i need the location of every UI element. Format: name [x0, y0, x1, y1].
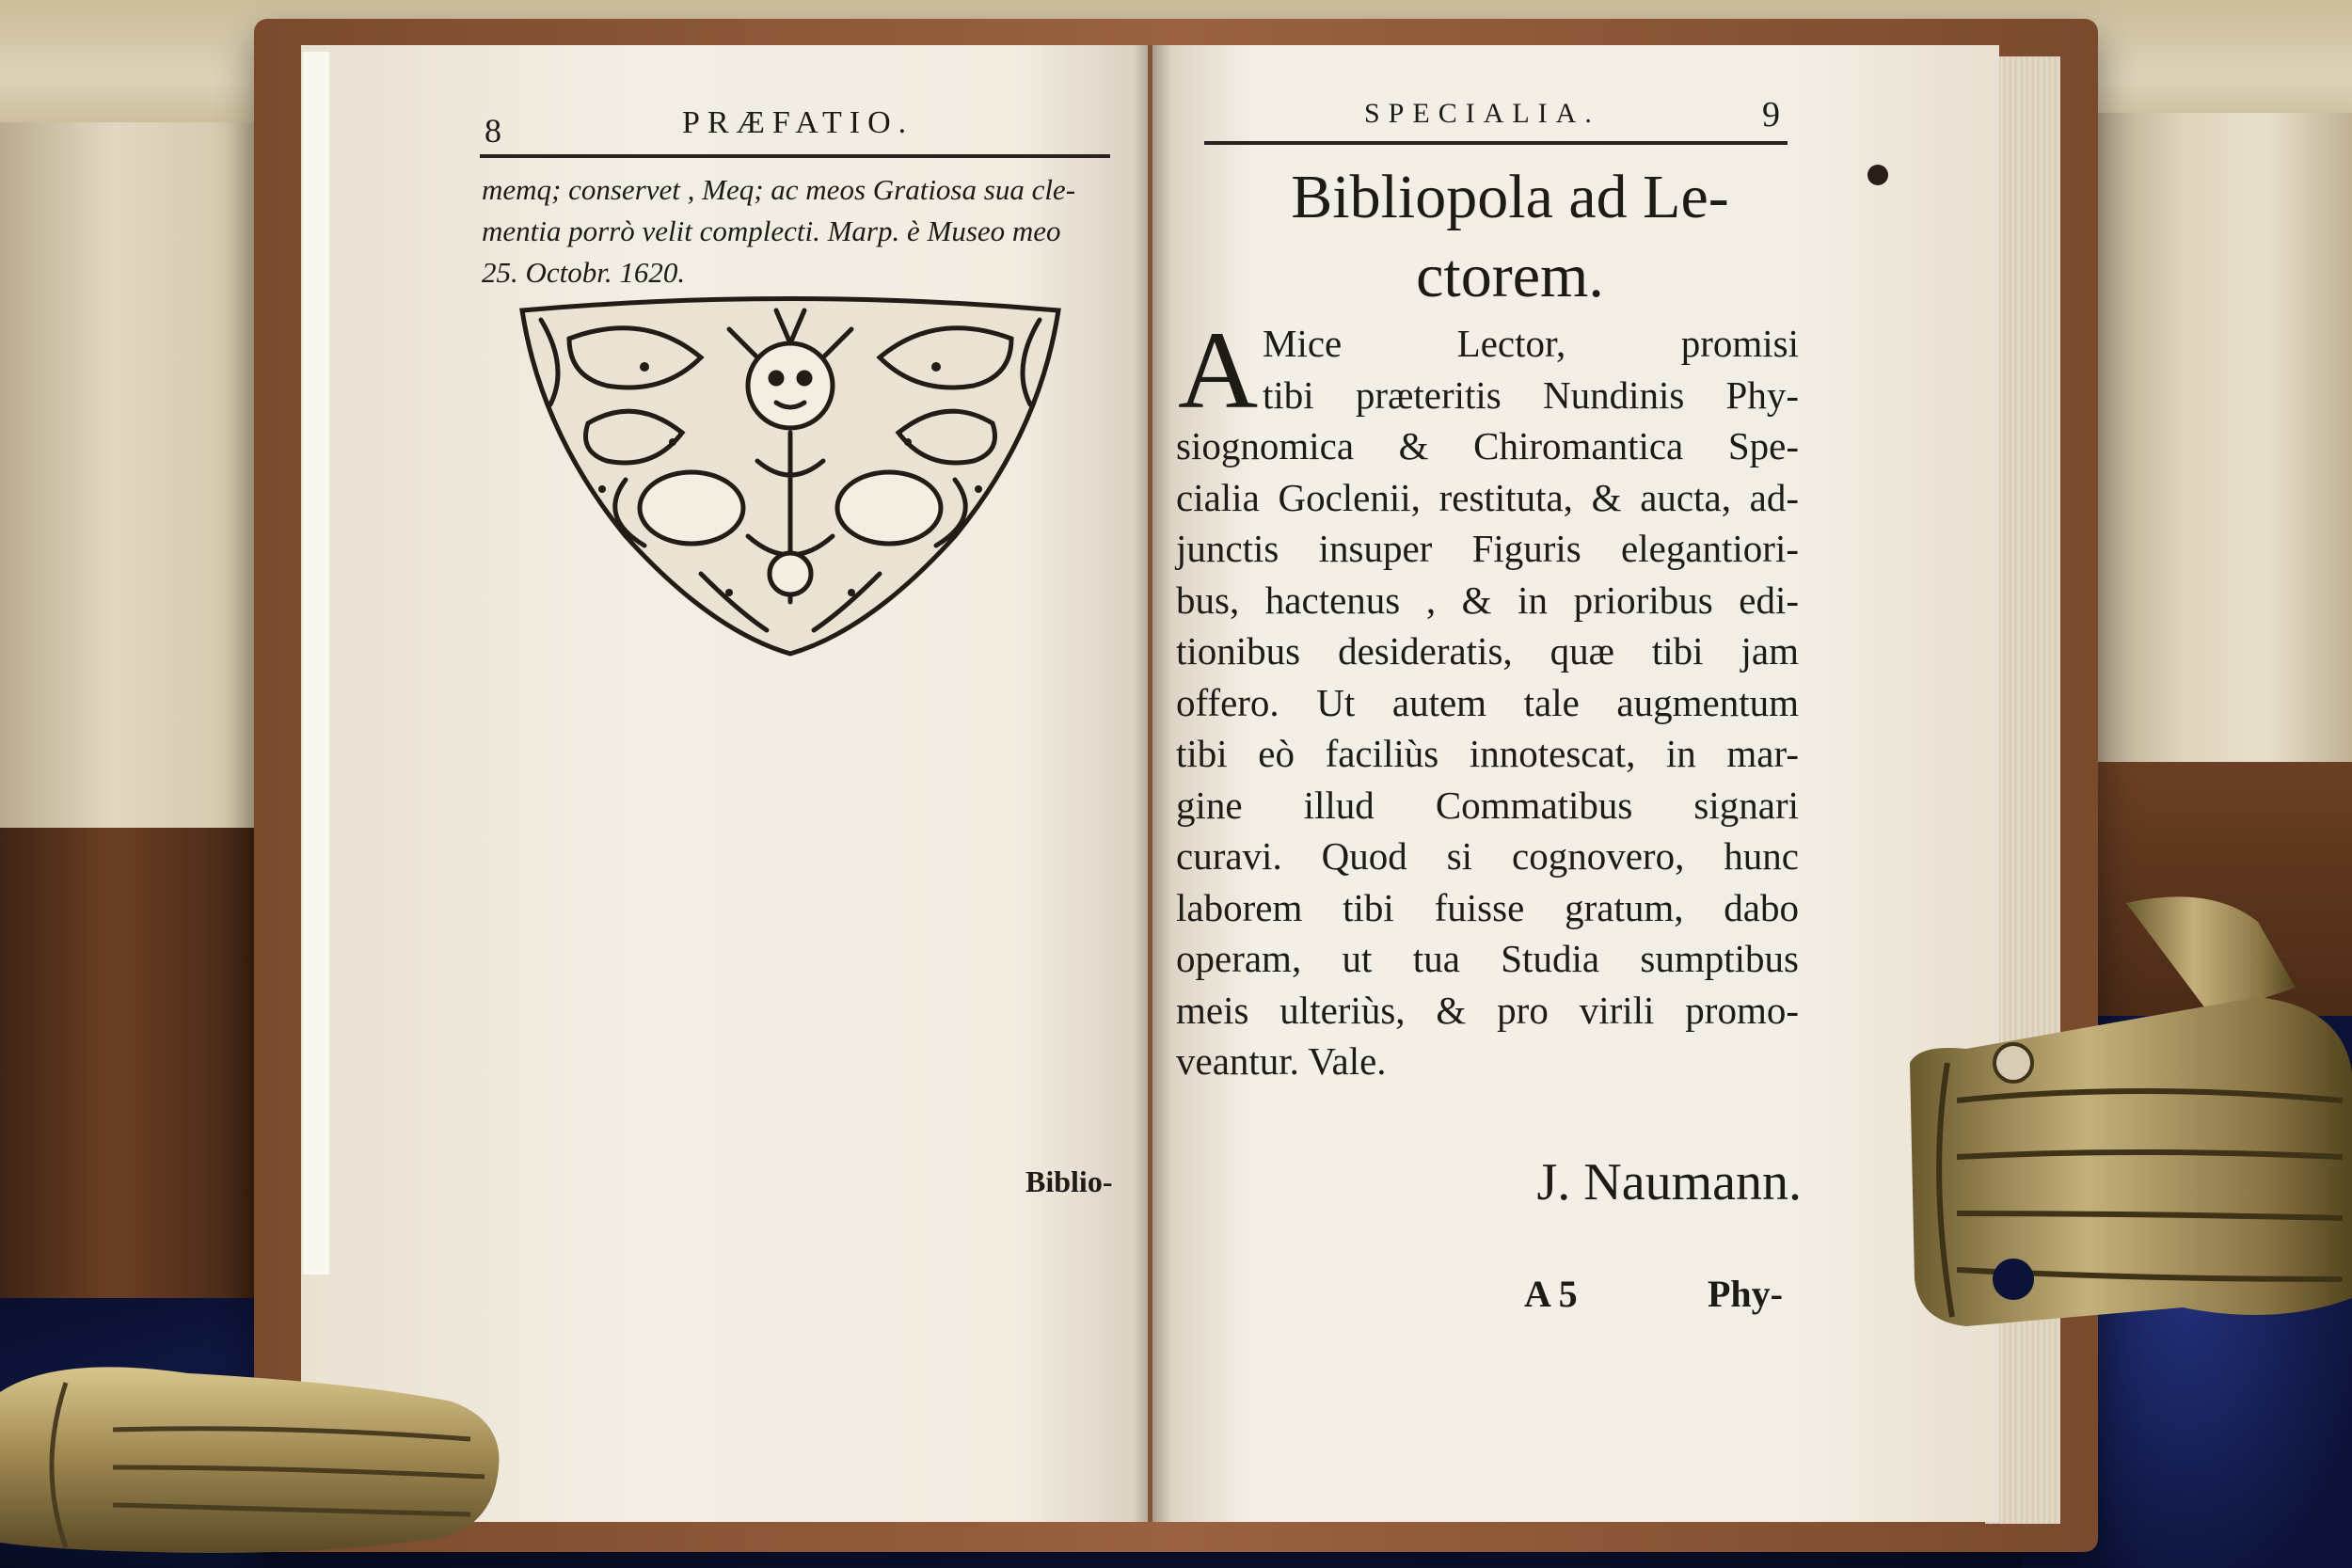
- body-line: tibi eò faciliùs innotescat, in mar-: [1176, 732, 1799, 775]
- right-page-body: [1176, 318, 1799, 1087]
- left-catchword: Biblio-: [1025, 1164, 1113, 1198]
- heading-line: ctorem.: [1416, 242, 1604, 310]
- body-line: Mice Lector, promisi: [1263, 322, 1799, 365]
- left-text-line: memq; conservet , Meq; ac meos Gratiosa sua cle-: [482, 173, 1076, 206]
- left-text-line: 25. Octobr. 1620.: [482, 256, 686, 289]
- body-line: operam, ut tua Studia sumptibus: [1176, 937, 1799, 980]
- ink-spot: [1867, 165, 1888, 185]
- background-vellum-book-right: [2070, 113, 2352, 771]
- body-line: siognomica & Chiromantica Spe-: [1176, 424, 1799, 467]
- left-page-number: 8: [485, 112, 501, 150]
- left-page-text: [482, 169, 1131, 293]
- right-header-rule: [1204, 141, 1788, 145]
- body-line: tionibus desideratis, quæ tibi jam: [1176, 629, 1799, 673]
- body-line: offero. Ut autem tale augmentum: [1176, 680, 1799, 724]
- section-heading: [1228, 158, 1792, 316]
- body-line: meis ulteriùs, & pro virili promo-: [1176, 988, 1799, 1032]
- left-text-line: mentia porrò velit complecti. Marp. è Museo meo: [482, 214, 1061, 247]
- body-line: junctis insuper Figuris elegantiori-: [1176, 527, 1799, 570]
- body-line: veantur. Vale.: [1176, 1039, 1387, 1083]
- brass-hand-weight-right: [1900, 884, 2352, 1354]
- right-page-number: 9: [1762, 95, 1780, 135]
- brass-hand-weight-left: [0, 1336, 508, 1568]
- drop-cap: A: [1178, 309, 1259, 432]
- right-running-title: SPECIALIA.: [1364, 98, 1600, 129]
- background-vellum-book-left: [0, 122, 282, 837]
- body-line: cialia Goclenii, restituta, & aucta, ad-: [1176, 475, 1799, 519]
- body-line: curavi. Quod si cognovero, hunc: [1176, 834, 1799, 878]
- left-running-title: PRÆFATIO.: [682, 105, 914, 140]
- woodcut-ornament: [513, 292, 1068, 658]
- body-line: bus, hactenus , & in prioribus edi-: [1176, 578, 1799, 622]
- signature-mark: A 5: [1524, 1273, 1578, 1315]
- signature: J. Naumann.: [1536, 1153, 1802, 1212]
- background-leather-spine-left: [0, 828, 282, 1317]
- left-header-rule: [480, 154, 1110, 158]
- right-catchword: Phy-: [1708, 1273, 1783, 1315]
- body-line: laborem tibi fuisse gratum, dabo: [1176, 885, 1799, 929]
- body-line: tibi præteritis Nundinis Phy-: [1263, 372, 1799, 417]
- body-line: gine illud Commatibus signari: [1176, 783, 1799, 827]
- flyleaf-strip: [303, 52, 329, 1275]
- heading-line: Bibliopola ad Le-: [1291, 163, 1729, 231]
- book-gutter: [1134, 45, 1171, 1522]
